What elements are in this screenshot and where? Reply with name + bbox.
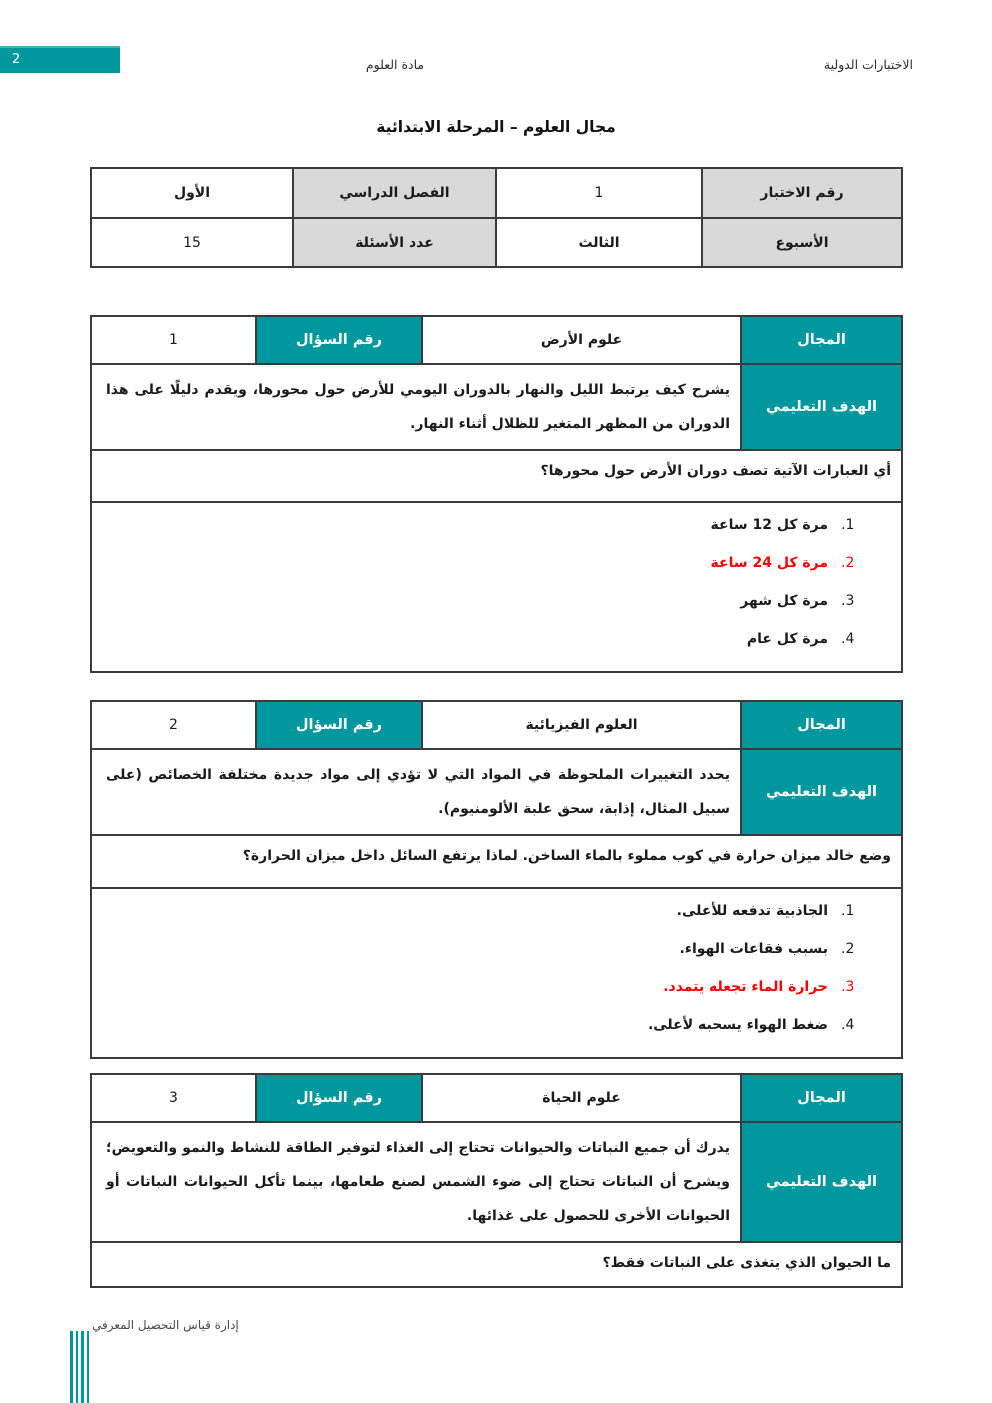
semester-label: الفصل الدراسي — [293, 168, 496, 218]
question-header-row — [91, 1074, 902, 1122]
question-number-label: رقم السؤال — [256, 316, 422, 364]
objective-label: الهدف التعليمي — [741, 364, 902, 450]
question-block-3 — [90, 1073, 903, 1288]
objective-text: يحدد التغييرات الملحوظة في المواد التي لا تؤدي إلى مواد جديدة مختلفة الخصائص (على سبيل المثال، إذابة، سحق علبة الألومنيوم). — [91, 749, 741, 835]
options-list — [91, 888, 902, 1058]
table-row — [91, 168, 902, 218]
question-number-value: 3 — [91, 1074, 256, 1122]
options-list — [91, 502, 902, 672]
option-number: 1. — [841, 903, 855, 919]
question-number-label: رقم السؤال — [256, 1074, 422, 1122]
question-block-1 — [90, 315, 903, 673]
question-number-value: 2 — [91, 701, 256, 749]
option-text: بسبب فقاعات الهواء. — [679, 941, 828, 957]
options-row — [91, 888, 902, 1058]
option-number: 3. — [841, 593, 855, 609]
option-text: مرة كل 24 ساعة — [710, 555, 828, 571]
option-text: مرة كل شهر — [740, 593, 828, 609]
objective-row — [91, 749, 902, 835]
option-text: مرة كل عام — [746, 631, 828, 647]
objective-text: يشرح كيف يرتبط الليل والنهار بالدوران اليومي للأرض حول محورها، ويقدم دليلًا على هذا الدوران من المظهر المتغير للظلال أثناء النهار. — [91, 364, 741, 450]
week-value: الثالث — [496, 218, 702, 267]
stripe — [70, 1331, 73, 1403]
answer-option — [106, 627, 857, 651]
question-count-label: عدد الأسئلة — [293, 218, 496, 267]
option-number: 3. — [841, 979, 855, 995]
footer-stripes-decoration — [70, 1331, 89, 1403]
question-header-row — [91, 316, 902, 364]
domain-label: المجال — [741, 1074, 902, 1122]
option-number: 4. — [841, 631, 855, 647]
question-row — [91, 1242, 902, 1287]
semester-value: الأول — [91, 168, 293, 218]
stripe — [87, 1331, 90, 1403]
option-text: حرارة الماء تجعله يتمدد. — [663, 979, 828, 995]
test-info-table — [90, 167, 903, 268]
table-row — [91, 218, 902, 267]
domain-label: المجال — [741, 316, 902, 364]
answer-option — [106, 937, 857, 961]
question-row — [91, 450, 902, 502]
option-number: 2. — [841, 555, 855, 571]
objective-text: يدرك أن جميع النباتات والحيوانات تحتاج إلى الغذاء لتوفير الطاقة للنشاط والنمو والتعويض؛ ويشرح أن النباتات تحتاج إلى ضوء الشمس لصنع طعامها، بينما تأكل الحيوانات النباتات أو الحيوانات الأخرى للحصول على غذائها. — [91, 1122, 741, 1242]
domain-value: علوم الأرض — [422, 316, 741, 364]
question-text: وضع خالد ميزان حرارة في كوب مملوء بالماء الساخن. لماذا يرتفع السائل داخل ميزان الحرارة؟ — [91, 835, 902, 888]
question-number-label: رقم السؤال — [256, 701, 422, 749]
question-header-row — [91, 701, 902, 749]
option-text: الجاذبية تدفعه للأعلى. — [676, 903, 828, 919]
question-text: أي العبارات الآتية تصف دوران الأرض حول محورها؟ — [91, 450, 902, 502]
answer-option — [106, 975, 857, 999]
answer-option — [106, 1013, 857, 1037]
question-text: ما الحيوان الذي يتغذى على النباتات فقط؟ — [91, 1242, 902, 1287]
page-number: 2 — [12, 52, 21, 67]
stripe — [76, 1331, 79, 1403]
question-row — [91, 835, 902, 888]
question-number-value: 1 — [91, 316, 256, 364]
option-number: 2. — [841, 941, 855, 957]
answer-option — [106, 589, 857, 613]
footer-department: إدارة قياس التحصيل المعرفي — [92, 1318, 239, 1332]
page-number-badge — [0, 46, 120, 73]
objective-label: الهدف التعليمي — [741, 1122, 902, 1242]
domain-value: العلوم الفيزيائية — [422, 701, 741, 749]
answer-option — [106, 551, 857, 575]
option-number: 1. — [841, 517, 855, 533]
stripe — [81, 1331, 84, 1403]
option-number: 4. — [841, 1017, 855, 1033]
answer-option — [106, 899, 857, 923]
week-label: الأسبوع — [702, 218, 902, 267]
domain-value: علوم الحياة — [422, 1074, 741, 1122]
domain-label: المجال — [741, 701, 902, 749]
objective-row — [91, 364, 902, 450]
option-text: مرة كل 12 ساعة — [710, 517, 828, 533]
answer-option — [106, 513, 857, 537]
header-doc-type: الاختبارات الدولية — [823, 57, 913, 72]
test-number-label: رقم الاختبار — [702, 168, 902, 218]
option-text: ضغط الهواء يسحبه لأعلى. — [647, 1017, 828, 1033]
objective-row — [91, 1122, 902, 1242]
question-count-value: 15 — [91, 218, 293, 267]
options-row — [91, 502, 902, 672]
test-number-value: 1 — [496, 168, 702, 218]
header-subject: مادة العلوم — [365, 57, 425, 72]
page-title: مجال العلوم – المرحلة الابتدائية — [376, 118, 616, 136]
objective-label: الهدف التعليمي — [741, 749, 902, 835]
question-block-2 — [90, 700, 903, 1059]
